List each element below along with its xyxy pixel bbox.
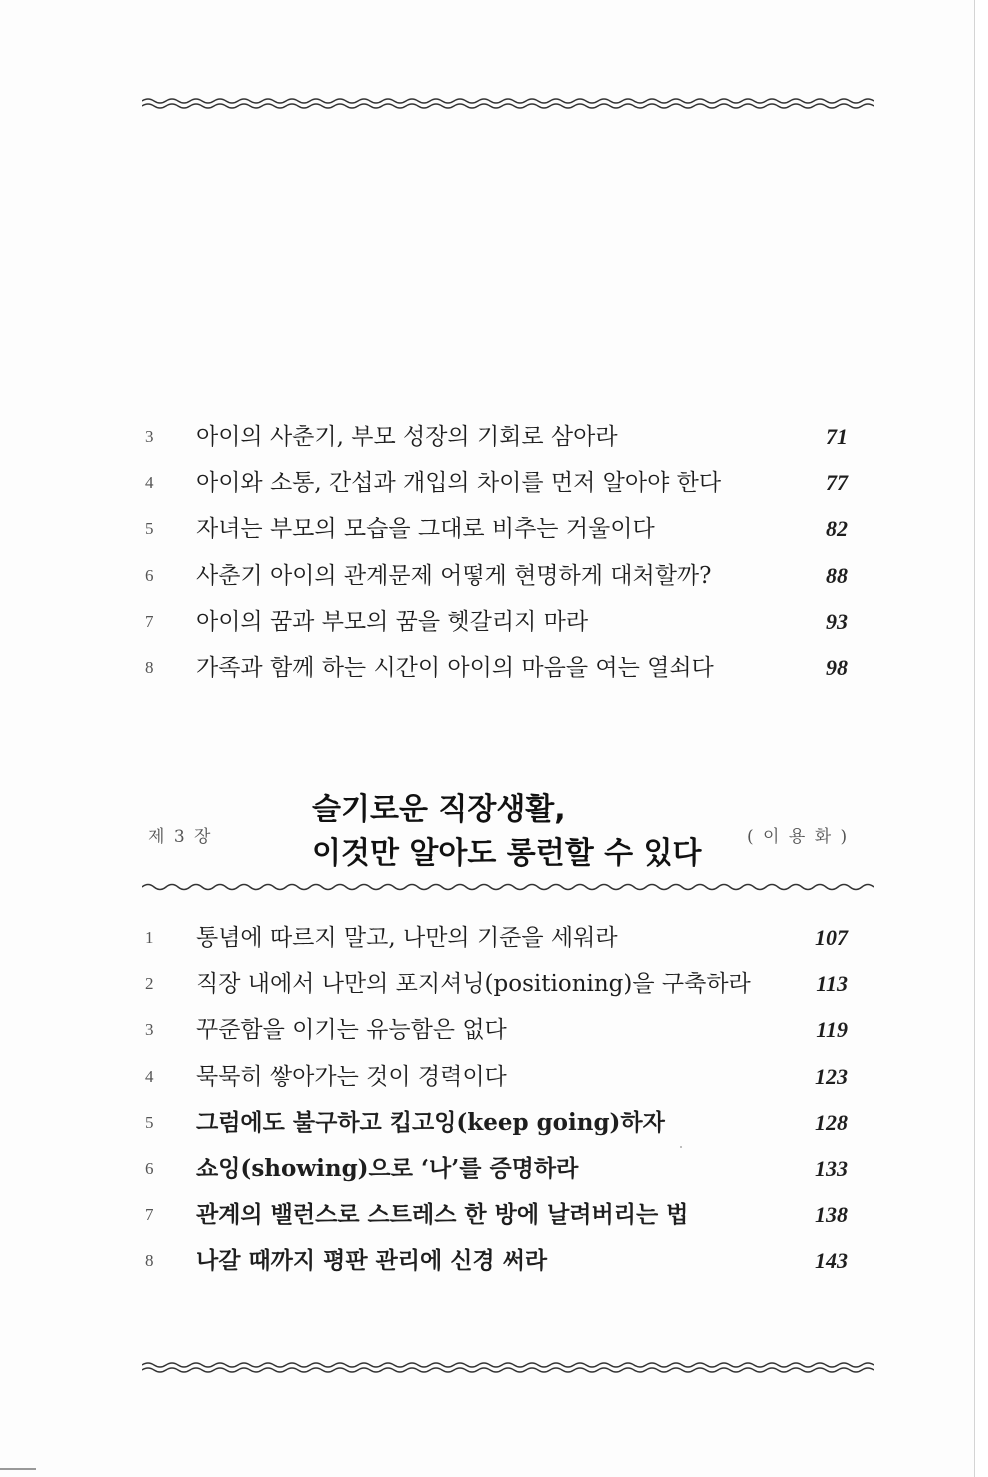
toc-row[interactable] — [0, 915, 974, 961]
toc-number: 6 — [145, 565, 154, 585]
toc-page-number: 133 — [815, 1155, 848, 1181]
toc-title: 꾸준함을 이기는 유능함은 없다 — [196, 1017, 507, 1044]
toc-title: 쇼잉(showing)으로 ‘나’를 증명하라 — [196, 1154, 579, 1182]
chapter-wave-divider — [142, 880, 874, 894]
bottom-wave-divider — [142, 1360, 874, 1374]
toc-title: 가족과 함께 하는 시간이 아이의 마음을 여는 열쇠다 — [196, 654, 714, 681]
toc-number: 8 — [145, 1251, 154, 1271]
toc-number: 4 — [145, 1066, 154, 1086]
toc-title: 나갈 때까지 평판 관리에 신경 써라 — [196, 1247, 548, 1275]
toc-number: 2 — [145, 974, 154, 994]
toc-title: 자녀는 부모의 모습을 그대로 비추는 거울이다 — [196, 516, 655, 543]
chapter-title-line-2: 이것만 알아도 롱런할 수 있다 — [312, 836, 702, 871]
toc-page-number: 113 — [816, 971, 848, 997]
toc-number: 8 — [145, 657, 154, 677]
toc-title: 아이의 꿈과 부모의 꿈을 헷갈리지 마라 — [196, 608, 589, 635]
toc-row[interactable] — [0, 961, 974, 1007]
toc-title: 직장 내에서 나만의 포지셔닝(positioning)을 구축하라 — [196, 971, 751, 998]
toc-row[interactable] — [0, 1238, 974, 1284]
toc-row[interactable] — [0, 1192, 974, 1238]
toc-title: 통념에 따르지 말고, 나만의 기준을 세워라 — [196, 925, 618, 951]
toc-row[interactable] — [0, 599, 974, 645]
toc-page-number: 119 — [816, 1017, 848, 1043]
toc-row[interactable] — [0, 1007, 974, 1053]
toc-list-part-a — [0, 414, 974, 691]
toc-title: 아이의 사춘기, 부모 성장의 기회로 삼아라 — [196, 424, 618, 450]
toc-title: 아이와 소통, 간섭과 개입의 차이를 먼저 알아야 한다 — [196, 470, 722, 497]
toc-page-number: 138 — [815, 1202, 848, 1228]
toc-row[interactable] — [0, 460, 974, 506]
top-wave-divider — [142, 96, 874, 110]
toc-row[interactable] — [0, 645, 974, 691]
toc-page-number: 143 — [815, 1248, 848, 1274]
toc-page-number: 88 — [826, 562, 848, 588]
toc-number: 3 — [145, 1020, 154, 1040]
toc-title: 그럼에도 불구하고 킵고잉(keep going)하자 — [196, 1108, 665, 1136]
toc-number: 6 — [145, 1158, 154, 1178]
toc-number: 7 — [145, 1205, 154, 1225]
toc-list-part-b — [0, 915, 974, 1285]
toc-title: 묵묵히 쌓아가는 것이 경력이다 — [196, 1063, 507, 1090]
toc-page-number: 82 — [826, 516, 848, 542]
toc-page-number: 128 — [815, 1109, 848, 1135]
toc-row[interactable] — [0, 1146, 974, 1192]
toc-page-number: 71 — [826, 424, 848, 449]
scan-speck — [680, 1146, 682, 1148]
scan-edge-mark — [0, 1468, 36, 1470]
toc-page-number: 107 — [815, 925, 848, 950]
toc-row[interactable] — [0, 414, 974, 460]
toc-number: 7 — [145, 611, 154, 631]
toc-row[interactable] — [0, 553, 974, 599]
toc-number: 5 — [145, 1112, 154, 1132]
toc-page-number: 98 — [826, 654, 848, 680]
toc-number: 4 — [145, 473, 154, 493]
toc-title: 관계의 밸런스로 스트레스 한 방에 날려버리는 법 — [196, 1201, 689, 1229]
toc-page-number: 93 — [826, 608, 848, 634]
chapter-title-line-1: 슬기로운 직장생활, — [312, 792, 566, 827]
toc-number: 5 — [145, 519, 154, 539]
toc-row[interactable] — [0, 1100, 974, 1146]
toc-number: 3 — [145, 427, 154, 446]
chapter-author: ( 이 용 화 ) — [747, 827, 850, 847]
toc-row[interactable] — [0, 1054, 974, 1100]
toc-title: 사춘기 아이의 관계문제 어떻게 현명하게 대처할까? — [196, 562, 712, 589]
toc-page-number: 123 — [815, 1063, 848, 1089]
chapter-label: 제 3 장 — [148, 827, 213, 847]
toc-row[interactable] — [0, 506, 974, 552]
toc-number: 1 — [145, 928, 154, 947]
toc-page-number: 77 — [826, 470, 848, 496]
chapter-title — [312, 788, 702, 876]
